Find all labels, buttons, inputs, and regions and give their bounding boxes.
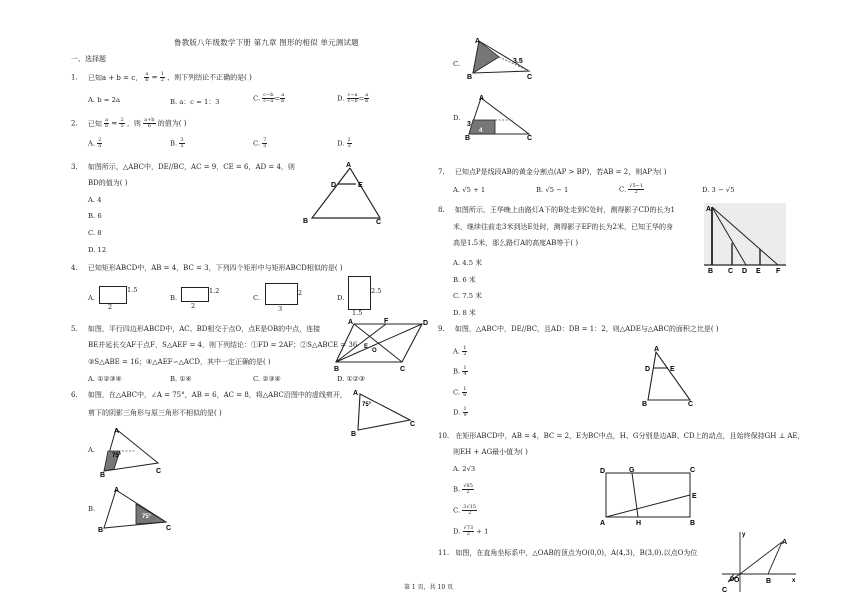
q6-option-d-figure <box>463 94 543 140</box>
question-11: 11. 如图，在直角坐标系中，△OAB的顶点为O(0,0)，A(4,3)，B(3,0).以点O为位 <box>438 549 698 557</box>
q3-triangle-figure <box>300 160 390 226</box>
option-b[interactable]: B. 6 米 <box>453 276 476 284</box>
q6-option-c-figure <box>463 35 543 81</box>
question-stem: 已知a + b = c， <box>87 73 143 82</box>
option-a[interactable]: A. b = 2a <box>88 96 120 104</box>
option-a[interactable]: A. <box>88 446 96 454</box>
svg-text:A: A <box>475 38 481 45</box>
question-2: 2. 已知 $\frac{a}{b}$ = $\frac{2}{5}$ ，则 $\frac{a+b}{b}$ 的值为( ) <box>71 117 187 129</box>
svg-text:F: F <box>776 268 781 275</box>
svg-text:A: A <box>706 206 712 213</box>
option-d[interactable]: D. 12 <box>88 246 107 254</box>
q8-streetlight-figure <box>704 203 786 273</box>
svg-text:C: C <box>527 74 533 81</box>
q5-parallelogram-figure <box>334 316 434 372</box>
q9-triangle-figure <box>642 344 698 406</box>
question-3-line2: BD的值为( ) <box>88 179 128 187</box>
svg-text:A: A <box>479 95 485 102</box>
question-3: 3. 如图所示，△ABC中，DE//BC，AC = 9，CE = 6，AD = 4，则 <box>71 163 295 171</box>
question-4: 4. 已知矩形ABCD中，AB = 4，BC = 3，下列四个矩形中与矩形ABCD相似的是( ) <box>71 264 343 272</box>
option-b[interactable]: B. 6 <box>88 212 102 220</box>
option-b[interactable]: B. a：c = 1：3 <box>170 98 220 106</box>
option-b[interactable]: B. <box>88 505 96 513</box>
question-10-line2: 则EH + AG最小值为( ) <box>453 448 528 456</box>
question-5-line2: BE并延长交AF于点F，S△AEF = 4，则下列结论：①FD = 2AF；②S△ABCE = 36 <box>88 341 358 349</box>
svg-text:A: A <box>114 487 120 494</box>
option-b[interactable]: B. ①④ <box>170 375 192 383</box>
question-number: 10. <box>438 432 450 440</box>
fraction: $\frac{1}{2}$ <box>160 71 164 83</box>
svg-text:C: C <box>688 401 694 408</box>
label-a: A <box>346 162 352 169</box>
question-5-line3: ③S△ABE = 16；④△AEF∽△ACD，其中一定正确的是( ) <box>88 358 271 366</box>
svg-text:C: C <box>400 366 406 373</box>
svg-text:B: B <box>690 520 696 527</box>
option-d[interactable]: D. $\frac{c-a}{c-b}$ = $\frac{a}{b}$ <box>337 92 369 104</box>
page-title: 鲁教版八年级数学下册 第九章 图形的相似 单元测试题 <box>174 38 359 47</box>
svg-text:D: D <box>600 468 606 475</box>
svg-text:B: B <box>100 472 106 479</box>
option-b[interactable]: B. $\frac{1}{4}$ <box>453 365 467 377</box>
question-number: 11. <box>438 549 450 557</box>
question-number: 6. <box>71 391 78 399</box>
option-a[interactable]: A. 2√3 <box>453 465 476 473</box>
option-c[interactable]: C. $\frac{1}{6}$ <box>453 386 467 398</box>
option-b[interactable]: B. √5 − 1 <box>536 186 569 194</box>
option-c[interactable]: C. ②③④ <box>253 375 281 383</box>
svg-text:O: O <box>372 348 377 354</box>
svg-text:y: y <box>742 532 746 538</box>
svg-text:B: B <box>465 135 471 142</box>
question-number: 8. <box>438 206 445 214</box>
svg-text:A: A <box>353 390 359 397</box>
svg-text:C: C <box>527 135 533 142</box>
question-8-line2: 米，继续往前走3米到达E处时，测得影子EF的长为2米，已知王华的身 <box>453 223 673 231</box>
q6-option-b-figure <box>96 484 176 534</box>
option-d[interactable]: D. 3 − √5 <box>702 186 735 194</box>
question-5: 5. 如图，平行四边形ABCD中，AC、BD相交于点O，点E是OB的中点，连接 <box>71 325 321 333</box>
rect-d <box>348 276 371 310</box>
svg-text:E: E <box>756 268 761 275</box>
svg-text:C: C <box>728 268 734 275</box>
section-heading: 一、选择题 <box>71 55 106 63</box>
option-b[interactable]: B. <box>170 294 178 302</box>
svg-text:A: A <box>348 319 354 326</box>
label-b: B <box>303 218 309 225</box>
option-c[interactable]: C. <box>253 294 261 302</box>
question-7: 7. 已知点P是线段AB的黄金分割点(AP > BP)，若AB = 2，则AP为( ) <box>438 168 667 176</box>
svg-text:B: B <box>467 74 473 81</box>
svg-text:B: B <box>351 431 357 438</box>
svg-text:C: C <box>166 525 172 532</box>
svg-text:D: D <box>730 577 735 583</box>
svg-text:H: H <box>636 520 642 527</box>
svg-text:B: B <box>98 527 104 534</box>
question-9: 9. 如图，△ABC中，DE//BC，且AD：DB = 1：2，则△ADE与△ABC的面积之比是( ) <box>438 325 719 333</box>
question-number: 9. <box>438 325 445 333</box>
svg-text:75°: 75° <box>142 514 152 520</box>
option-d[interactable]: D. $\frac{√73}{2}$ + 1 <box>453 525 489 537</box>
svg-text:3: 3 <box>467 121 471 128</box>
question-number: 7. <box>438 168 445 176</box>
question-1: 1. 已知a + b = c， $\frac{a}{b}$ = $\frac{1}{2}$ ，则下列结论不正确的是( ) <box>71 71 252 83</box>
option-a[interactable]: A. $\frac{1}{2}$ <box>453 345 467 357</box>
svg-text:F: F <box>384 318 389 325</box>
svg-text:C: C <box>410 421 416 428</box>
question-number: 5. <box>71 325 78 333</box>
option-a[interactable]: A. √5 + 1 <box>453 186 486 194</box>
rect-b <box>181 287 209 302</box>
option-c[interactable]: C. $\frac{c-b}{c-a}$ = $\frac{a}{b}$ <box>253 92 285 104</box>
option-d[interactable]: D. <box>337 294 345 302</box>
option-b[interactable]: B. $\frac{√85}{2}$ <box>453 483 473 495</box>
option-d[interactable]: D. <box>453 114 461 122</box>
question-6-line2: 剪下的阴影三角形与原三角形不相似的是( ) <box>88 409 222 417</box>
option-a[interactable]: A. 4 <box>88 196 102 204</box>
option-a[interactable]: A. <box>88 294 96 302</box>
option-a[interactable]: A. 4.5 米 <box>453 259 483 267</box>
svg-text:B: B <box>642 401 648 408</box>
option-a[interactable]: A. ①②③④ <box>88 375 122 383</box>
label-c: C <box>376 219 382 226</box>
q11-coordinate-figure <box>718 530 798 596</box>
option-d[interactable]: D. $\frac{2}{3}$ <box>337 137 351 149</box>
label-d: D <box>331 182 337 189</box>
svg-text:C: C <box>690 467 696 474</box>
svg-text:4: 4 <box>479 128 483 134</box>
option-c[interactable]: C. 7.5 米 <box>453 292 483 300</box>
q10-rectangle-figure <box>596 465 704 527</box>
svg-text:B: B <box>766 578 772 585</box>
svg-text:D: D <box>423 320 429 327</box>
question-8-line3: 高是1.5米，那么路灯A的高度AB等于( ) <box>453 239 579 247</box>
svg-text:75°: 75° <box>362 402 372 408</box>
svg-text:D: D <box>742 268 748 275</box>
question-number: 2. <box>71 119 78 128</box>
svg-text:E: E <box>364 344 369 350</box>
svg-text:O: O <box>734 577 740 584</box>
rect-c <box>265 283 298 305</box>
option-b[interactable]: B. $\frac{3}{5}$ <box>170 137 184 149</box>
question-number: 3. <box>71 163 78 171</box>
option-c[interactable]: C. $\frac{3√15}{2}$ <box>453 504 477 516</box>
option-c[interactable]: C. $\frac{√5-1}{2}$ <box>619 183 644 195</box>
svg-text:A: A <box>782 539 788 546</box>
question-10: 10. 在矩形ABCD中，AB = 4，BC = 2，E为BC中点，H、G分别是边AB、CD上的动点，且始终保持GH ⊥ AE， <box>438 432 805 440</box>
question-number: 1. <box>71 73 78 82</box>
label-e: E <box>358 182 363 189</box>
question-number: 4. <box>71 264 78 272</box>
svg-text:E: E <box>692 493 697 500</box>
q6-option-a-figure <box>96 425 166 479</box>
svg-text:x: x <box>792 578 796 584</box>
fraction: $\frac{a}{b}$ <box>145 71 149 83</box>
svg-text:E: E <box>670 366 675 373</box>
q6-triangle-figure <box>348 388 418 438</box>
svg-text:C: C <box>156 468 162 475</box>
svg-text:B: B <box>334 366 340 373</box>
svg-text:3.5: 3.5 <box>513 58 523 65</box>
svg-text:B: B <box>708 268 714 275</box>
svg-text:A: A <box>654 346 660 353</box>
option-d[interactable]: D. $\frac{1}{9}$ <box>453 406 467 418</box>
rect-a <box>99 286 127 304</box>
option-d[interactable]: D. 8 米 <box>453 309 476 317</box>
option-a[interactable]: A. $\frac{2}{5}$ <box>88 137 102 149</box>
option-d[interactable]: D. ①②③ <box>337 375 365 383</box>
svg-text:A: A <box>600 520 606 527</box>
option-c[interactable]: C. 8 <box>88 229 102 237</box>
svg-text:C: C <box>722 587 728 594</box>
svg-text:75°: 75° <box>112 453 122 459</box>
svg-text:D: D <box>645 366 651 373</box>
svg-text:G: G <box>629 467 635 474</box>
svg-text:A: A <box>114 428 120 435</box>
option-c[interactable]: C. $\frac{7}{5}$ <box>253 137 267 149</box>
question-6: 6. 如图，在△ABC中，∠A = 75°，AB = 6，AC = 8，将△ABC沿图中的虚线剪开， <box>71 391 347 399</box>
option-c[interactable]: C. <box>453 60 461 68</box>
question-8: 8. 如图所示，王华晚上由路灯A下的B处走到C处时，测得影子CD的长为1 <box>438 206 675 214</box>
page-footer: 第 1 页，共 10 页 <box>404 584 454 591</box>
